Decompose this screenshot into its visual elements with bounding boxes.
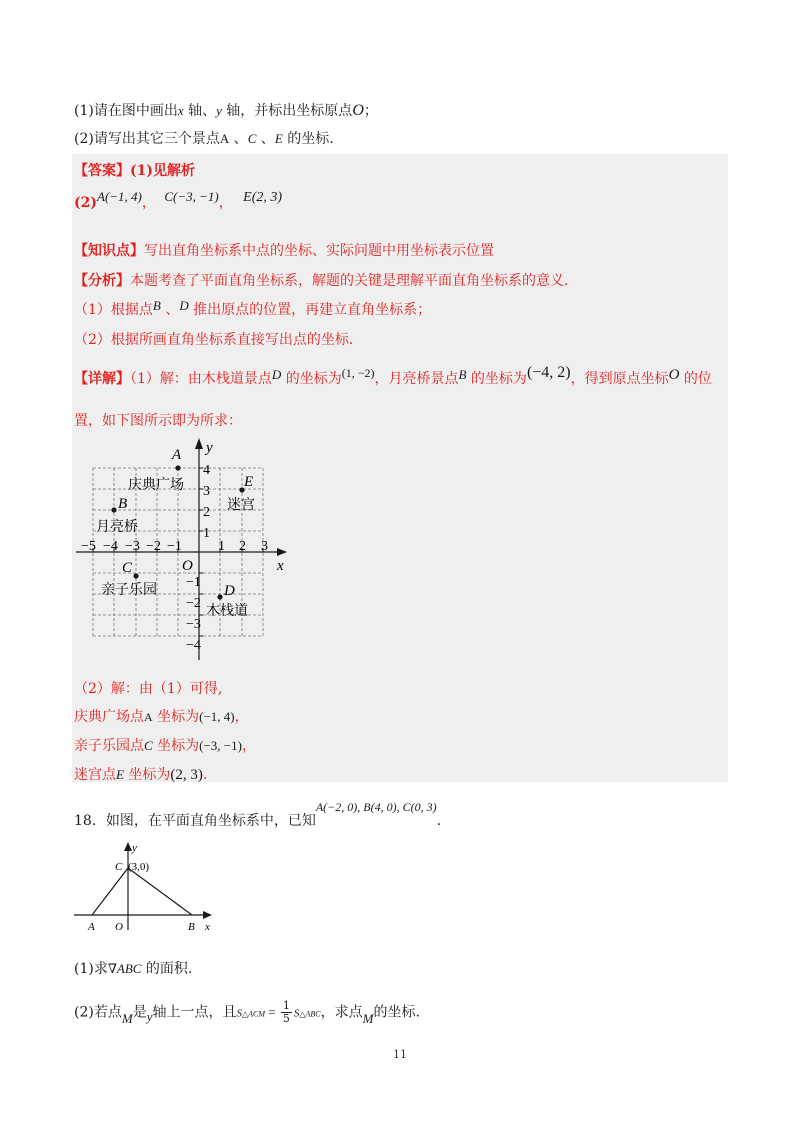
point-a xyxy=(175,465,180,470)
point-b-letter: B xyxy=(118,496,128,512)
y-tick-label: −4 xyxy=(186,638,201,653)
result-a: 庆典广场点A 坐标为(−1, 4)， xyxy=(74,709,249,725)
triangle-abc xyxy=(92,868,192,915)
x-tick-label: −5 xyxy=(81,539,96,554)
q17-part2: (2)请写出其它三个景点A 、C 、E 的坐标. xyxy=(74,131,334,147)
q18-c-label: C xyxy=(115,861,123,873)
y-axis-label: y xyxy=(206,440,213,456)
x-axis-label: x xyxy=(277,558,284,574)
point-a-place: 庆典广场 xyxy=(128,478,184,493)
coordinate-graph xyxy=(72,432,302,668)
q18-figure xyxy=(70,838,220,938)
q18-part2: (2)若点M是y轴上一点，且S△ACM = $\frac{1}{5}$ S△ABC，求点M的坐标. xyxy=(74,999,420,1026)
result-c: 亲子乐园点C 坐标为(−3, −1)， xyxy=(74,738,256,754)
x-tick-label: −4 xyxy=(103,539,118,554)
origin-label: O xyxy=(182,558,193,574)
y-tick-label: −1 xyxy=(186,575,201,590)
x-tick-label: 2 xyxy=(239,539,246,554)
q18-intro: 18．如图，在平面直角坐标系中，已知A(−2, 0), B(4, 0), C(0, 3). xyxy=(74,800,442,829)
x-tick-label: 1 xyxy=(218,539,225,554)
detail-line1: 【详解】（1）解：由木栈道景点D 的坐标为(1, −2)，月亮桥景点B 的坐标为(−4, 2)，得到原点坐标O 的位 xyxy=(74,364,712,387)
page-number: 11 xyxy=(393,1048,407,1061)
y-tick-label: 4 xyxy=(203,463,210,478)
q18-b-label: B xyxy=(188,921,195,933)
point-c-letter: C xyxy=(122,560,133,576)
q18-c-coord: (3,0) xyxy=(128,861,150,873)
x-tick-label: −1 xyxy=(167,539,182,554)
point-e-letter: E xyxy=(244,474,254,490)
point-d-place: 木栈道 xyxy=(206,604,248,619)
analysis-step2: （2）根据所画直角坐标系直接写出点的坐标. xyxy=(74,332,354,348)
result-e: 迷宫点E 坐标为(2, 3). xyxy=(74,767,208,783)
knowledge-point: 【知识点】写出直角坐标系中点的坐标、实际问题中用坐标表示位置 xyxy=(74,243,494,259)
point-b xyxy=(111,507,116,512)
point-a-letter: A xyxy=(172,447,182,463)
y-tick-label: 1 xyxy=(203,526,210,541)
q18-x-label: x xyxy=(205,921,210,933)
answer-line: 【答案】(1)见解析 xyxy=(74,163,195,179)
x-tick-label: −2 xyxy=(146,539,161,554)
q18-part1: (1)求∇ABC 的面积. xyxy=(74,961,193,977)
y-tick-label: −3 xyxy=(186,617,201,632)
y-tick-label: −2 xyxy=(186,596,201,611)
point-d-letter: D xyxy=(224,583,235,599)
y-tick-label: 2 xyxy=(203,505,210,520)
analysis-step1: （1）根据点B 、D 推出原点的位置，再建立直角坐标系； xyxy=(74,298,432,318)
x-tick-label: −3 xyxy=(125,539,140,554)
point-c xyxy=(133,573,138,578)
y-tick-label: 3 xyxy=(203,484,210,499)
answer-part2: (2)A(−1, 4)， C(−3, −1)， E(2, 3) xyxy=(74,189,283,211)
point-b-place: 月亮桥 xyxy=(96,520,138,535)
part2-intro: （2）解：由（1）可得, xyxy=(74,681,223,697)
point-e-place: 迷宫 xyxy=(227,498,255,513)
point-c-place: 亲子乐园 xyxy=(101,583,157,598)
q18-a-label: A xyxy=(88,921,95,933)
q18-y-label: y xyxy=(132,842,137,854)
analysis: 【分析】本题考查了平面直角坐标系，解题的关键是理解平面直角坐标系的意义. xyxy=(74,273,569,289)
x-tick-label: 3 xyxy=(261,539,268,554)
detail-line1-cont: 置，如下图所示即为所求： xyxy=(74,413,242,429)
fraction: $\frac{1}{5}$ xyxy=(282,999,290,1025)
point-d xyxy=(217,594,222,599)
q18-o-label: O xyxy=(115,921,123,933)
q17-part1: (1)请在图中画出x 轴、y 轴，并标出坐标原点O； xyxy=(74,102,378,119)
